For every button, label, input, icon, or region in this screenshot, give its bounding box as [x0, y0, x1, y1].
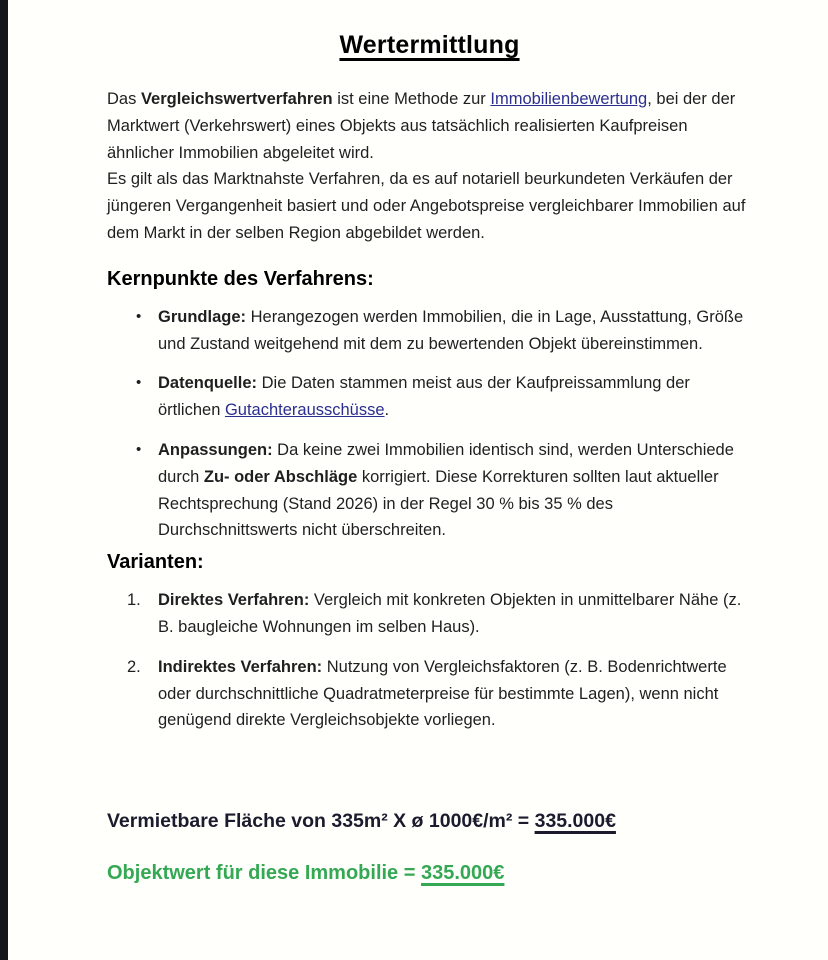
inline-link[interactable]: Gutachterausschüsse	[224, 401, 385, 420]
rentable-area-formula	[107, 808, 752, 834]
text-segment: Indirektes Verfahren:	[158, 657, 323, 676]
intro-paragraph-1	[107, 86, 752, 166]
text-segment: .	[384, 401, 390, 420]
intro-paragraph-2: Es gilt als das Marktnahste Verfahren, da es auf notariell beurkundeten Verkäufen der jüngeren Vergangenheit basiert und oder Angebotspreise vergleichbarer Immobilien auf dem Markt in der selben Region abgebildet werden.	[107, 170, 746, 242]
text-segment: Datenquelle:	[158, 374, 258, 393]
text-segment: Anpassungen:	[158, 440, 273, 459]
list-item-text	[158, 308, 743, 353]
list-item-text	[158, 591, 741, 636]
text-segment: Herangezogen werden Immobilien, die in Lage, Ausstattung, Größe und Zustand weitgehend mit dem zu bewertenden Objekt übereinstimmen.	[158, 307, 744, 353]
page-title	[107, 31, 752, 60]
text-segment: , bei der der Marktwert (Verkehrswert) eines Objekts aus tatsächlich realisierten Kaufpreisen ähnlicher Immobilien abgeleitet wird.	[107, 90, 736, 162]
text-segment: Zu- oder Abschläge	[203, 467, 358, 486]
inline-link[interactable]: Immobilienbewertung	[490, 90, 648, 108]
text-segment: Direktes Verfahren:	[158, 591, 310, 610]
bullet-icon: •	[136, 307, 142, 325]
list-item-text	[158, 441, 734, 539]
text-segment: Vermietbare Fläche von 335m² X ø 1000€/m² =	[107, 810, 535, 833]
bullet-icon: •	[136, 440, 142, 458]
list-item-direktes-verfahren	[107, 587, 752, 641]
text-segment: ist eine Methode zur	[332, 90, 491, 108]
text-segment: Vergleich mit konkreten Objekten in unmittelbarer Nähe (z. B. baugleiche Wohnungen im selben Haus).	[158, 591, 742, 636]
text-segment: 335.000€	[420, 862, 505, 885]
section-heading-varianten: Varianten:	[107, 551, 204, 574]
list-item-grundlage	[107, 304, 752, 358]
document-content	[107, 0, 752, 887]
page-title-text: Wertermittlung	[339, 31, 520, 59]
list-item-anpassungen	[107, 437, 752, 544]
object-value-result	[107, 860, 752, 887]
list-item-text	[158, 658, 727, 730]
text-segment: Nutzung von Vergleichsfaktoren (z. B. Bodenrichtwerte oder durchschnittliche Quadratmeterpreise für bestimmte Lagen), wenn nicht genügend direkte Vergleichsobjekte vorliegen.	[158, 657, 727, 730]
text-segment: Das	[107, 90, 141, 108]
list-number: 2.	[127, 657, 141, 676]
kernpunkte-list	[107, 304, 752, 544]
list-item-datenquelle	[107, 370, 752, 424]
text-segment: Die Daten stammen meist aus der Kaufpreissammlung der örtlichen	[158, 374, 690, 420]
text-segment: 335.000€	[534, 810, 616, 833]
list-number: 1.	[127, 591, 141, 610]
varianten-list	[107, 587, 752, 734]
bullet-icon: •	[136, 374, 142, 392]
list-item-indirektes-verfahren	[107, 654, 752, 734]
text-segment: korrigiert. Diese Korrekturen sollten laut aktueller Rechtsprechung (Stand 2026) in der Regel 30 % bis 35 % des Durchschnittswerts nicht überschreiten.	[158, 467, 719, 540]
page-left-border	[0, 0, 8, 960]
text-segment: Grundlage:	[158, 307, 247, 326]
text-segment: Da keine zwei Immobilien identisch sind, werden Unterschiede durch	[158, 440, 734, 486]
section-heading-kernpunkte: Kernpunkte des Verfahrens:	[107, 267, 374, 290]
list-item-text	[158, 374, 690, 419]
text-segment: Vergleichswertverfahren	[140, 90, 333, 108]
text-segment: Objektwert für diese Immobilie =	[107, 862, 421, 885]
